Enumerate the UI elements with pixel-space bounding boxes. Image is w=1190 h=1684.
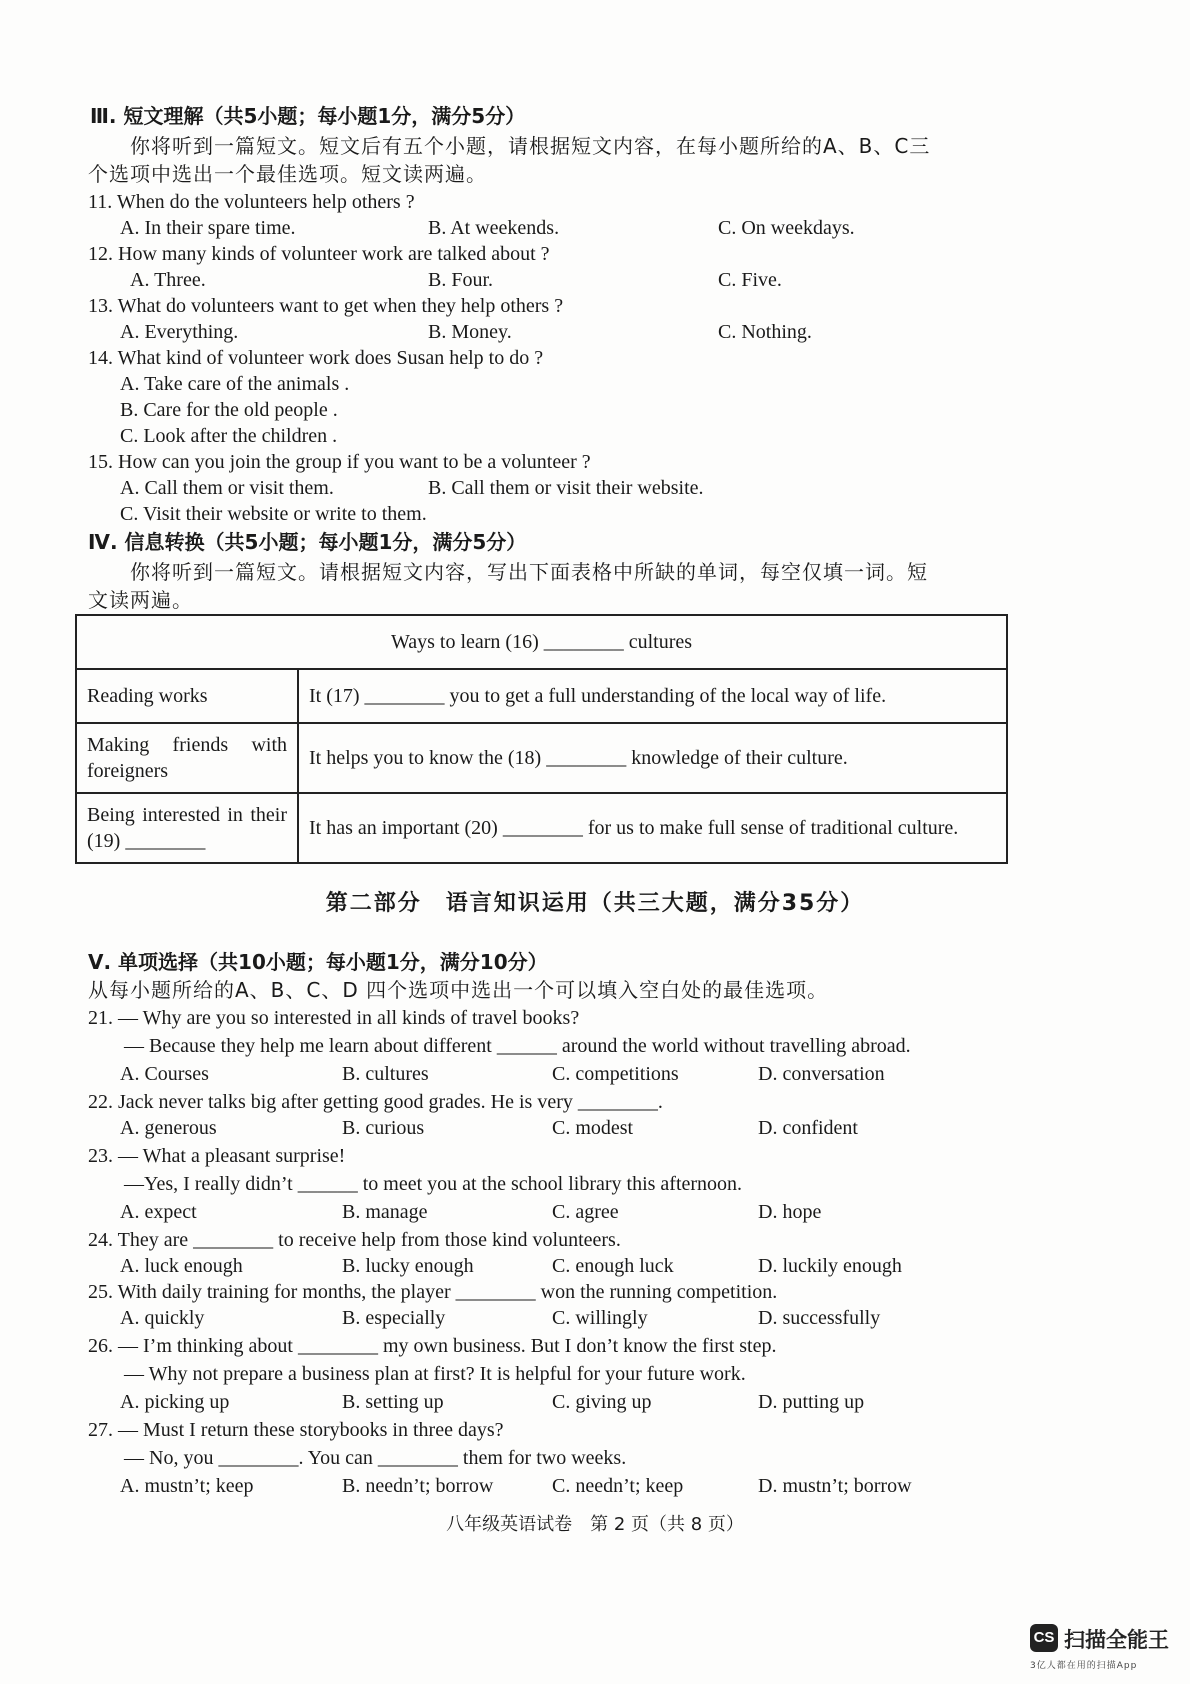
q27-option-a: A. mustn’t; keep bbox=[120, 1475, 254, 1497]
q26-option-c: C. giving up bbox=[552, 1391, 652, 1413]
q15-option-b: B. Call them or visit their website. bbox=[428, 477, 704, 499]
question-14: 14. What kind of volunteer work does Susan help to do ? bbox=[88, 347, 544, 369]
question-15: 15. How can you join the group if you want to be a volunteer ? bbox=[88, 451, 591, 473]
q23-option-c: C. agree bbox=[552, 1201, 619, 1223]
q15-option-a: A. Call them or visit them. bbox=[120, 477, 334, 499]
q13-option-b: B. Money. bbox=[428, 321, 512, 343]
q26-option-d: D. putting up bbox=[758, 1391, 865, 1413]
section-3-instructions-1: 你将听到一篇短文。短文后有五个小题，请根据短文内容，在每小题所给的A、B、C三 bbox=[130, 134, 931, 158]
q14-option-c: C. Look after the children . bbox=[120, 425, 338, 447]
table-row-3-text: It has an important (20) ________ for us to make full sense of traditional culture. bbox=[298, 793, 1007, 863]
q23-option-b: B. manage bbox=[342, 1201, 428, 1223]
question-21-line-2: — Because they help me learn about different ______ around the world without travelling abroad. bbox=[124, 1035, 911, 1057]
q15-option-c: C. Visit their website or write to them. bbox=[120, 503, 427, 525]
q25-option-b: B. especially bbox=[342, 1307, 446, 1329]
q23-option-d: D. hope bbox=[758, 1201, 822, 1223]
q27-option-b: B. needn’t; borrow bbox=[342, 1475, 494, 1497]
q22-option-d: D. confident bbox=[758, 1117, 858, 1139]
q22-option-b: B. curious bbox=[342, 1117, 425, 1139]
info-table bbox=[75, 614, 1008, 864]
watermark-tagline: 3亿人都在用的扫描App bbox=[1030, 1661, 1138, 1671]
q24-option-a: A. luck enough bbox=[120, 1255, 243, 1277]
question-12: 12. How many kinds of volunteer work are talked about ? bbox=[88, 243, 550, 265]
question-11: 11. When do the volunteers help others ? bbox=[88, 191, 415, 213]
question-27-line-1: 27. — Must I return these storybooks in three days? bbox=[88, 1419, 504, 1441]
table-row-2-text: It helps you to know the (18) ________ knowledge of their culture. bbox=[298, 723, 1007, 793]
section-3-instructions-2: 个选项中选出一个最佳选项。短文读两遍。 bbox=[88, 162, 487, 186]
q24-option-d: D. luckily enough bbox=[758, 1255, 902, 1277]
q11-option-a: A. In their spare time. bbox=[120, 217, 296, 239]
q26-option-b: B. setting up bbox=[342, 1391, 444, 1413]
section-5-heading: Ⅴ. 单项选择（共10小题；每小题1分，满分10分） bbox=[88, 950, 548, 974]
q14-option-a: A. Take care of the animals . bbox=[120, 373, 350, 395]
question-22: 22. Jack never talks big after getting good grades. He is very ________. bbox=[88, 1091, 663, 1113]
q27-option-d: D. mustn’t; borrow bbox=[758, 1475, 912, 1497]
q21-option-c: C. competitions bbox=[552, 1063, 679, 1085]
part-2-heading: 第二部分 语言知识运用（共三大题，满分35分） bbox=[325, 891, 865, 916]
table-row-1-label: Reading works bbox=[76, 669, 298, 723]
section-4-instructions-2: 文读两遍。 bbox=[88, 588, 193, 612]
question-27-line-2: — No, you ________. You can ________ them for two weeks. bbox=[124, 1447, 627, 1469]
table-row-1-text: It (17) ________ you to get a full understanding of the local way of life. bbox=[298, 669, 1007, 723]
watermark-app-name: 扫描全能王 bbox=[1064, 1628, 1169, 1652]
camscanner-logo-icon: CS bbox=[1030, 1624, 1058, 1652]
section-3-heading: Ⅲ. 短文理解（共5小题；每小题1分，满分5分） bbox=[90, 104, 526, 128]
question-23-line-1: 23. — What a pleasant surprise! bbox=[88, 1145, 346, 1167]
q21-option-b: B. cultures bbox=[342, 1063, 429, 1085]
q22-option-c: C. modest bbox=[552, 1117, 634, 1139]
q24-option-b: B. lucky enough bbox=[342, 1255, 474, 1277]
q21-option-d: D. conversation bbox=[758, 1063, 885, 1085]
q13-option-a: A. Everything. bbox=[120, 321, 239, 343]
q22-option-a: A. generous bbox=[120, 1117, 217, 1139]
q14-option-b: B. Care for the old people . bbox=[120, 399, 338, 421]
q12-option-a: A. Three. bbox=[130, 269, 206, 291]
question-21-line-1: 21. — Why are you so interested in all kinds of travel books? bbox=[88, 1007, 580, 1029]
section-4-instructions-1: 你将听到一篇短文。请根据短文内容，写出下面表格中所缺的单词，每空仅填一词。短 bbox=[130, 560, 928, 584]
question-26-line-2: — Why not prepare a business plan at first? It is helpful for your future work. bbox=[124, 1363, 746, 1385]
question-23-line-2: —Yes, I really didn’t ______ to meet you at the school library this afternoon. bbox=[124, 1173, 743, 1195]
q25-option-a: A. quickly bbox=[120, 1307, 205, 1329]
q12-option-c: C. Five. bbox=[718, 269, 782, 291]
q11-option-b: B. At weekends. bbox=[428, 217, 560, 239]
q12-option-b: B. Four. bbox=[428, 269, 494, 291]
question-26-line-1: 26. — I’m thinking about ________ my own business. But I don’t know the first step. bbox=[88, 1335, 777, 1357]
q26-option-a: A. picking up bbox=[120, 1391, 230, 1413]
q25-option-d: D. successfully bbox=[758, 1307, 881, 1329]
question-13: 13. What do volunteers want to get when they help others ? bbox=[88, 295, 564, 317]
q11-option-c: C. On weekdays. bbox=[718, 217, 855, 239]
q23-option-a: A. expect bbox=[120, 1201, 197, 1223]
question-24: 24. They are ________ to receive help from those kind volunteers. bbox=[88, 1229, 621, 1251]
camscanner-watermark bbox=[1030, 1620, 1180, 1680]
table-row-3-label: Being interested in their (19) ________ bbox=[76, 793, 298, 863]
table-title: Ways to learn (16) ________ cultures bbox=[76, 615, 1007, 669]
question-25: 25. With daily training for months, the player ________ won the running competition. bbox=[88, 1281, 778, 1303]
q27-option-c: C. needn’t; keep bbox=[552, 1475, 684, 1497]
page-footer: 八年级英语试卷 第 2 页（共 8 页） bbox=[446, 1514, 744, 1535]
q24-option-c: C. enough luck bbox=[552, 1255, 674, 1277]
q21-option-a: A. Courses bbox=[120, 1063, 209, 1085]
section-4-heading: Ⅳ. 信息转换（共5小题；每小题1分，满分5分） bbox=[88, 530, 527, 554]
q25-option-c: C. willingly bbox=[552, 1307, 648, 1329]
section-5-instructions: 从每小题所给的A、B、C、D 四个选项中选出一个可以填入空白处的最佳选项。 bbox=[88, 978, 829, 1002]
q13-option-c: C. Nothing. bbox=[718, 321, 812, 343]
table-row-2-label: Making friends with foreigners bbox=[76, 723, 298, 793]
